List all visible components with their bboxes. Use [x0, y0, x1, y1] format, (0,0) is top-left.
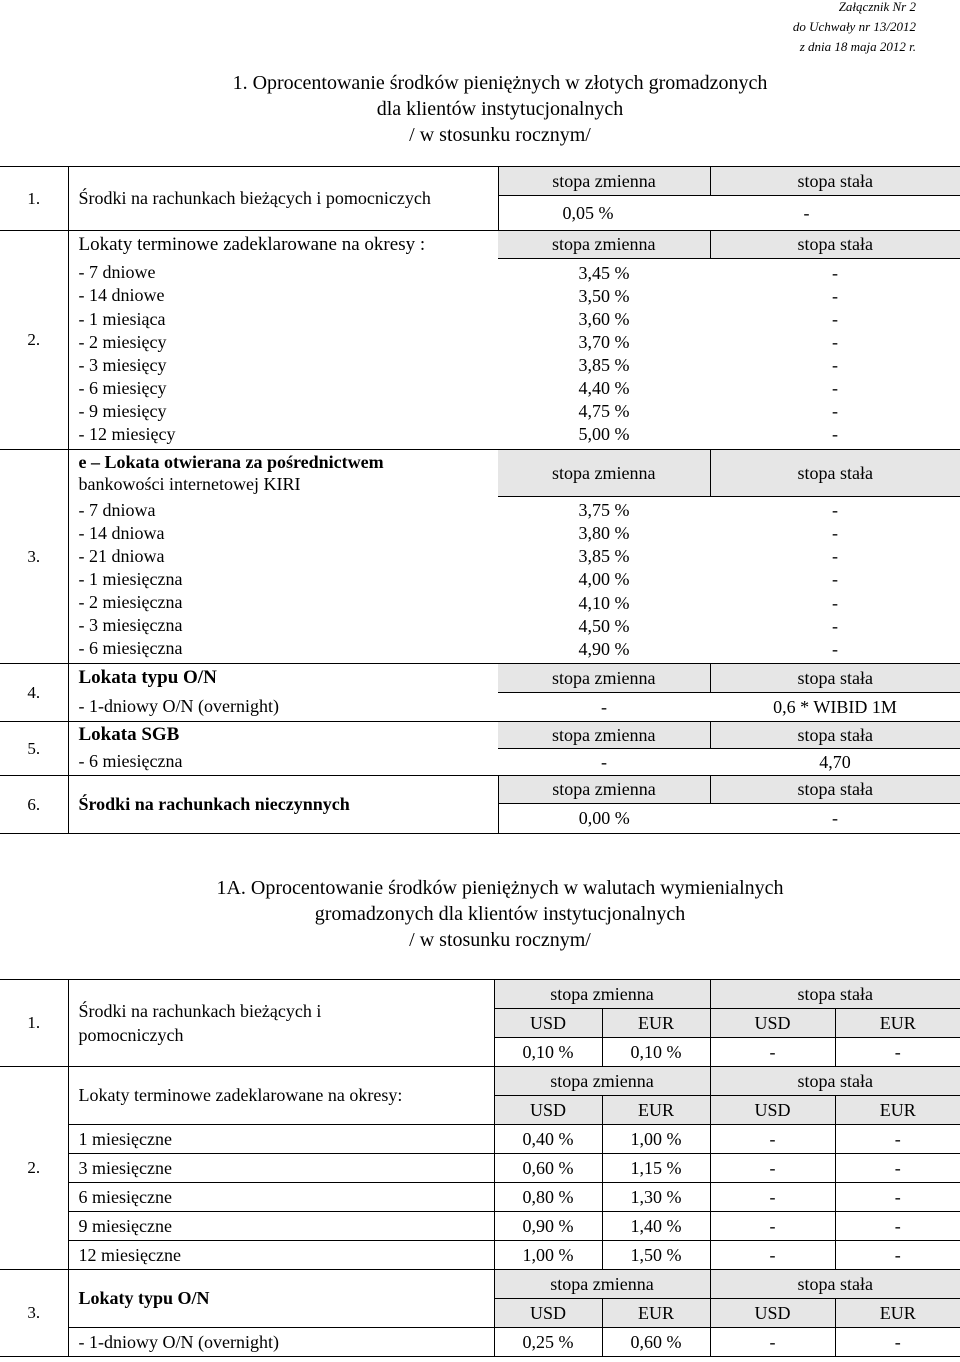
rate-value: 0,90 % [494, 1212, 602, 1241]
usd-header: USD [494, 1096, 602, 1125]
rate-value: 3,85 % [578, 355, 630, 375]
rate-value: 4,10 % [578, 592, 630, 613]
fixed-rate-header: stopa stała [710, 1270, 960, 1299]
inactive-accounts-fixed-rate: - [710, 804, 960, 834]
current-accounts-variable-rate: 0,05 % [562, 202, 614, 223]
period-item: - 7 dniowe [78, 262, 156, 283]
rate-value: - [835, 1038, 960, 1067]
rate-value: 1,00 % [494, 1241, 602, 1270]
fixed-rate-header: stopa stała [710, 1067, 960, 1096]
rate-value: - [832, 569, 838, 590]
rate-value: - [710, 1038, 835, 1067]
current-accounts-fixed-rate: - [803, 202, 810, 223]
period-item: - 1 miesięczna [78, 569, 183, 590]
rate-value: - [832, 592, 838, 613]
rate-value: - [832, 638, 838, 659]
inactive-accounts-label: Środki na rachunkach nieczynnych [68, 776, 498, 834]
variable-rate-header: stopa zmienna [498, 231, 710, 259]
current-accounts-fx-label-line: pomocniczych [78, 1025, 184, 1045]
section-1a-title-line: gromadzonych dla klientów instytucjonalnych [314, 903, 686, 925]
section-1a-title [0, 875, 960, 953]
eur-header: EUR [602, 1096, 710, 1125]
rate-value: - [832, 378, 838, 399]
variable-rate-header: stopa zmienna [498, 776, 710, 804]
row-number: 2. [0, 1067, 68, 1270]
fixed-rate-header: stopa stała [710, 664, 960, 693]
kiri-deposit-periods [68, 497, 498, 664]
term-label: 3 miesięczne [68, 1154, 494, 1183]
variable-rate-header: stopa zmienna [494, 980, 710, 1009]
overnight-deposit-label: Lokata typu O/N [78, 667, 217, 689]
variable-rate-header: stopa zmienna [494, 1270, 710, 1299]
rate-value: 3,85 % [578, 546, 630, 567]
period-item: - 12 miesięcy [78, 424, 176, 445]
rate-value: - [710, 1183, 835, 1212]
current-accounts-rates [498, 196, 960, 231]
kiri-deposit-label-line: e – Lokata otwierana za pośrednictwem [78, 452, 384, 473]
section-1-title [0, 70, 960, 148]
rate-value: - [832, 262, 838, 283]
rate-value: - [710, 1328, 835, 1357]
row-number: 4. [0, 664, 68, 722]
usd-header: USD [710, 1299, 835, 1328]
period-item: - 9 miesięcy [78, 400, 167, 421]
rate-value: 0,10 % [602, 1038, 710, 1067]
current-accounts-fx-label [68, 980, 494, 1067]
variable-rate-header: stopa zmienna [498, 664, 710, 693]
eur-header: EUR [835, 1299, 960, 1328]
row-number: 6. [0, 776, 68, 834]
fixed-rate-header: stopa stała [710, 450, 960, 497]
fixed-rate-header: stopa stała [710, 980, 960, 1009]
rate-value: 3,60 % [578, 308, 630, 329]
term-label: 1 miesięczne [68, 1125, 494, 1154]
eur-header: EUR [602, 1299, 710, 1328]
rate-value: - [835, 1154, 960, 1183]
rate-value: - [832, 523, 838, 544]
section-1a-title-line: 1A. Oprocentowanie środków pieniężnych w walutach wymienialnych [216, 877, 784, 899]
rate-value: - [832, 331, 838, 352]
row-number: 2. [0, 231, 68, 450]
rate-value: - [710, 1241, 835, 1270]
kiri-deposit-label [68, 450, 498, 497]
kiri-variable-rates [498, 497, 710, 664]
rate-value: 4,90 % [578, 638, 630, 659]
overnight-fx-item: - 1-dniowy O/N (overnight) [68, 1328, 494, 1357]
usd-header: USD [710, 1096, 835, 1125]
usd-header: USD [494, 1299, 602, 1328]
overnight-variable-rate: - [498, 693, 710, 722]
row-number: 3. [0, 1270, 68, 1357]
row-number: 1. [0, 980, 68, 1067]
rate-value: - [832, 355, 838, 375]
term-deposits-fx-label: Lokaty terminowe zadeklarowane na okresy: [68, 1067, 494, 1125]
sgb-deposit-label: Lokata SGB [78, 724, 180, 746]
variable-rate-header: stopa zmienna [498, 167, 710, 196]
rate-value: 1,00 % [602, 1125, 710, 1154]
rate-value: 1,15 % [602, 1154, 710, 1183]
fixed-rate-header: stopa stała [710, 167, 960, 196]
attachment-header [793, 0, 916, 57]
table-row [0, 1183, 960, 1212]
rate-value: - [832, 500, 838, 521]
sgb-fixed-rate: 4,70 [710, 749, 960, 776]
period-item: - 1 miesiąca [78, 308, 166, 329]
period-item: - 3 miesięczna [78, 615, 183, 636]
period-item: - 21 dniowa [78, 546, 165, 567]
overnight-fixed-rate: 0,6 * WIBID 1M [710, 693, 960, 722]
rate-value: 0,80 % [494, 1183, 602, 1212]
section-1-title-line: 1. Oprocentowanie środków pieniężnych w złotych gromadzonych [232, 72, 768, 94]
rate-value: - [832, 424, 838, 445]
rate-value: 5,00 % [578, 424, 630, 445]
fixed-rate-header: stopa stała [710, 776, 960, 804]
row-number: 5. [0, 722, 68, 776]
rate-value: 1,30 % [602, 1183, 710, 1212]
kiri-fixed-rates [710, 497, 960, 664]
sgb-deposit-item: - 6 miesięczna [68, 749, 498, 776]
usd-header: USD [710, 1009, 835, 1038]
rate-value: 0,60 % [494, 1154, 602, 1183]
inactive-accounts-variable-rate: 0,00 % [498, 804, 710, 834]
term-label: 12 miesięczne [68, 1241, 494, 1270]
period-item: - 6 miesięczna [78, 638, 183, 659]
period-item: - 14 dniowa [78, 523, 165, 544]
rate-value: - [832, 615, 838, 636]
table-row [0, 1154, 960, 1183]
variable-rate-header: stopa zmienna [498, 450, 710, 497]
eur-header: EUR [835, 1009, 960, 1038]
rate-value: - [832, 285, 838, 306]
term-deposits-fixed-rates [710, 259, 960, 450]
rate-value: - [835, 1183, 960, 1212]
overnight-fx-label: Lokaty typu O/N [68, 1270, 494, 1328]
rate-value: - [835, 1241, 960, 1270]
section-1-title-line: / w stosunku rocznym/ [409, 124, 591, 146]
rate-value: 3,80 % [578, 523, 630, 544]
period-item: - 6 miesięcy [78, 377, 167, 398]
term-deposits-variable-rates [498, 259, 710, 450]
table-row [0, 1125, 960, 1154]
section-1a-title-line: / w stosunku rocznym/ [409, 929, 591, 951]
rate-value: - [832, 546, 838, 567]
rate-value: 0,10 % [494, 1038, 602, 1067]
period-item: - 7 dniowa [78, 499, 156, 520]
foreign-currency-rates-table [0, 979, 960, 1357]
rate-value: - [832, 401, 838, 422]
rate-value: 1,50 % [602, 1241, 710, 1270]
rate-value: - [710, 1154, 835, 1183]
rate-value: 4,75 % [578, 401, 630, 422]
rate-value: 1,40 % [602, 1212, 710, 1241]
rate-value: 0,60 % [602, 1328, 710, 1357]
eur-header: EUR [835, 1096, 960, 1125]
fixed-rate-header: stopa stała [710, 722, 960, 749]
resolution-date: z dnia 18 maja 2012 r. [799, 39, 916, 54]
rate-value: 3,75 % [578, 500, 630, 521]
term-deposits-label: Lokaty terminowe zadeklarowane na okresy : [78, 233, 426, 255]
current-accounts-label: Środki na rachunkach bieżących i pomocniczych [68, 167, 498, 231]
fixed-rate-header: stopa stała [710, 231, 960, 259]
kiri-deposit-label-line: bankowości internetowej KIRI [78, 474, 301, 495]
table-row [0, 1212, 960, 1241]
period-item: - 2 miesięczna [78, 592, 183, 613]
period-item: - 2 miesięcy [78, 331, 167, 352]
rate-value: - [835, 1125, 960, 1154]
eur-header: EUR [602, 1009, 710, 1038]
current-accounts-fx-label-line: Środki na rachunkach bieżących i [78, 1001, 322, 1021]
term-label: 6 miesięczne [68, 1183, 494, 1212]
row-number: 1. [0, 167, 68, 231]
rate-value: 3,70 % [578, 331, 630, 352]
attachment-number: Załącznik Nr 2 [838, 0, 916, 14]
pln-rates-table [0, 166, 960, 834]
rate-value: - [835, 1328, 960, 1357]
rate-value: - [710, 1125, 835, 1154]
rate-value: - [835, 1212, 960, 1241]
rate-value: 0,25 % [494, 1328, 602, 1357]
rate-value: 4,00 % [578, 569, 630, 590]
term-label: 9 miesięczne [68, 1212, 494, 1241]
row-number: 3. [0, 450, 68, 664]
rate-value: 3,45 % [578, 262, 630, 283]
resolution-number: do Uchwały nr 13/2012 [792, 19, 916, 34]
usd-header: USD [494, 1009, 602, 1038]
rate-value: 0,40 % [494, 1125, 602, 1154]
rate-value: - [832, 308, 838, 329]
variable-rate-header: stopa zmienna [498, 722, 710, 749]
term-deposits-periods [68, 259, 498, 450]
variable-rate-header: stopa zmienna [494, 1067, 710, 1096]
rate-value: 4,40 % [578, 378, 630, 399]
rate-value: 4,50 % [578, 615, 630, 636]
overnight-deposit-item: - 1-dniowy O/N (overnight) [68, 693, 498, 722]
period-item: - 3 miesięcy [78, 354, 167, 375]
sgb-variable-rate: - [498, 749, 710, 776]
table-row [0, 1241, 960, 1270]
section-1-title-line: dla klientów instytucjonalnych [376, 98, 624, 120]
rate-value: - [710, 1212, 835, 1241]
rate-value: 3,50 % [578, 285, 630, 306]
period-item: - 14 dniowe [78, 285, 165, 306]
